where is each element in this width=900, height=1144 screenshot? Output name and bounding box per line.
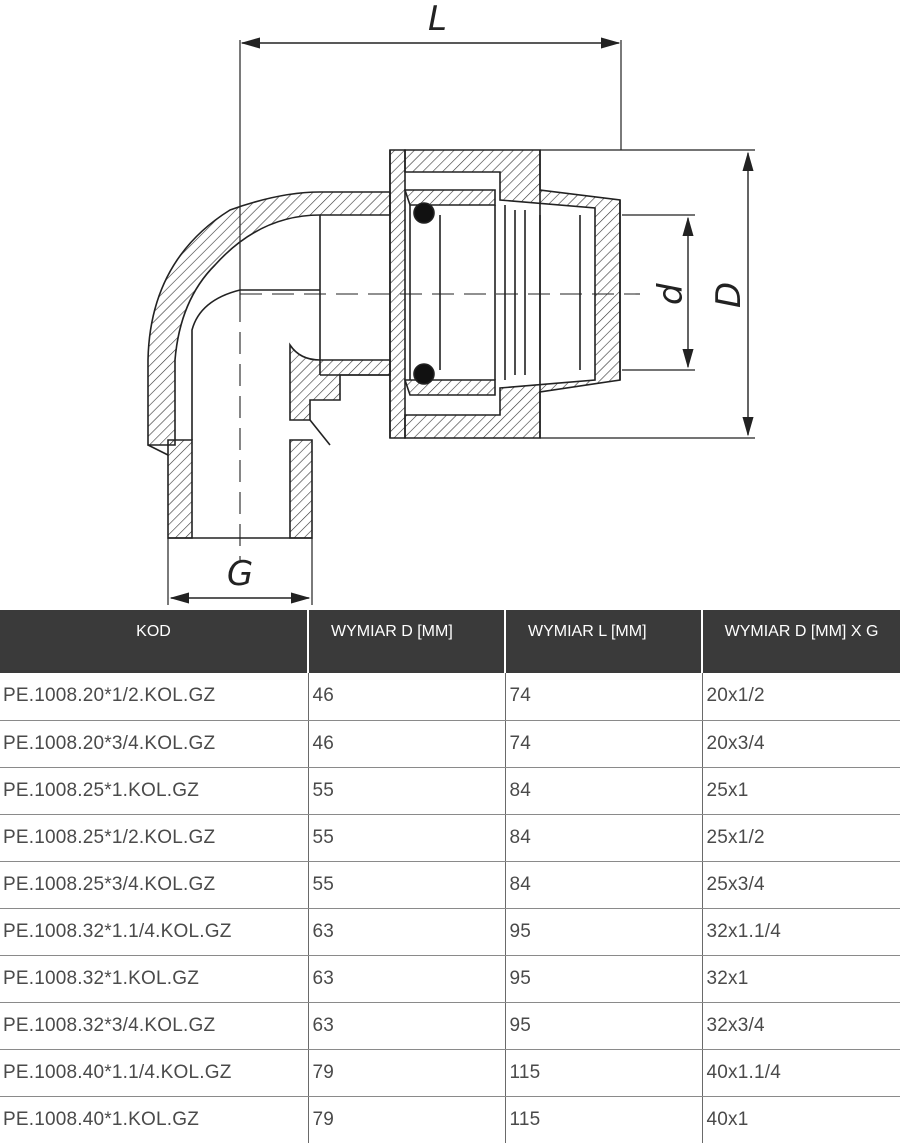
dimension-label-D: D: [709, 281, 749, 308]
table-header-row: [0, 610, 900, 673]
cell-wymiar-dxg: 32x1.1/4: [702, 908, 900, 955]
dimension-label-d: d: [651, 283, 691, 305]
cell-wymiar-l: 115: [505, 1049, 702, 1096]
table-row: [0, 955, 900, 1002]
cell-kod: PE.1008.32*1.KOL.GZ: [0, 955, 308, 1002]
cell-wymiar-d: 63: [308, 955, 505, 1002]
table-row: [0, 767, 900, 814]
header-wymiar-d: WYMIAR D [MM]: [308, 610, 505, 673]
cell-wymiar-dxg: 20x1/2: [702, 673, 900, 720]
cell-kod: PE.1008.40*1.KOL.GZ: [0, 1096, 308, 1143]
header-wymiar-dxg: WYMIAR D [MM] X G: [702, 610, 900, 673]
table-row: [0, 720, 900, 767]
cell-wymiar-d: 46: [308, 720, 505, 767]
cell-wymiar-dxg: 25x3/4: [702, 861, 900, 908]
cell-wymiar-dxg: 32x3/4: [702, 1002, 900, 1049]
cell-kod: PE.1008.25*3/4.KOL.GZ: [0, 861, 308, 908]
cell-wymiar-dxg: 25x1/2: [702, 814, 900, 861]
cell-kod: PE.1008.20*3/4.KOL.GZ: [0, 720, 308, 767]
cell-wymiar-d: 46: [308, 673, 505, 720]
cell-wymiar-dxg: 20x3/4: [702, 720, 900, 767]
cell-kod: PE.1008.32*1.1/4.KOL.GZ: [0, 908, 308, 955]
dimension-label-L: L: [428, 0, 447, 39]
cell-kod: PE.1008.25*1/2.KOL.GZ: [0, 814, 308, 861]
header-kod: KOD: [0, 610, 308, 673]
table-row: [0, 1049, 900, 1096]
cell-wymiar-l: 74: [505, 673, 702, 720]
cell-wymiar-d: 55: [308, 767, 505, 814]
cell-wymiar-l: 95: [505, 1002, 702, 1049]
cell-wymiar-d: 79: [308, 1096, 505, 1143]
table-row: [0, 1002, 900, 1049]
table-row: [0, 861, 900, 908]
table-row: [0, 1096, 900, 1143]
cell-wymiar-dxg: 25x1: [702, 767, 900, 814]
cell-wymiar-l: 84: [505, 861, 702, 908]
cell-wymiar-d: 55: [308, 814, 505, 861]
cell-wymiar-l: 115: [505, 1096, 702, 1143]
cell-wymiar-dxg: 40x1: [706, 1108, 749, 1130]
cell-wymiar-dxg: 40x1.1/4: [702, 1049, 900, 1096]
header-wymiar-l: WYMIAR L [MM]: [505, 610, 702, 673]
dimensions-table: [0, 610, 900, 1143]
cell-wymiar-l: 74: [505, 720, 702, 767]
cell-wymiar-l: 95: [505, 908, 702, 955]
table-body: [0, 673, 900, 1143]
cell-wymiar-l: 95: [505, 955, 702, 1002]
cell-wymiar-l: 84: [505, 767, 702, 814]
table-row: [0, 908, 900, 955]
cell-wymiar-d: 63: [308, 1002, 505, 1049]
cell-wymiar-d: 55: [308, 861, 505, 908]
table-row: [0, 673, 900, 720]
cell-wymiar-d: 79: [308, 1049, 505, 1096]
cell-kod: PE.1008.32*3/4.KOL.GZ: [0, 1002, 308, 1049]
cell-wymiar-dxg: 32x1: [702, 955, 900, 1002]
table-row: [0, 814, 900, 861]
cell-kod: PE.1008.40*1.1/4.KOL.GZ: [0, 1049, 308, 1096]
cell-wymiar-d: 63: [308, 908, 505, 955]
cell-kod: PE.1008.25*1.KOL.GZ: [0, 767, 308, 814]
cell-kod: PE.1008.20*1/2.KOL.GZ: [0, 673, 308, 720]
dimension-label-G: G: [226, 554, 254, 594]
cell-wymiar-l: 84: [505, 814, 702, 861]
